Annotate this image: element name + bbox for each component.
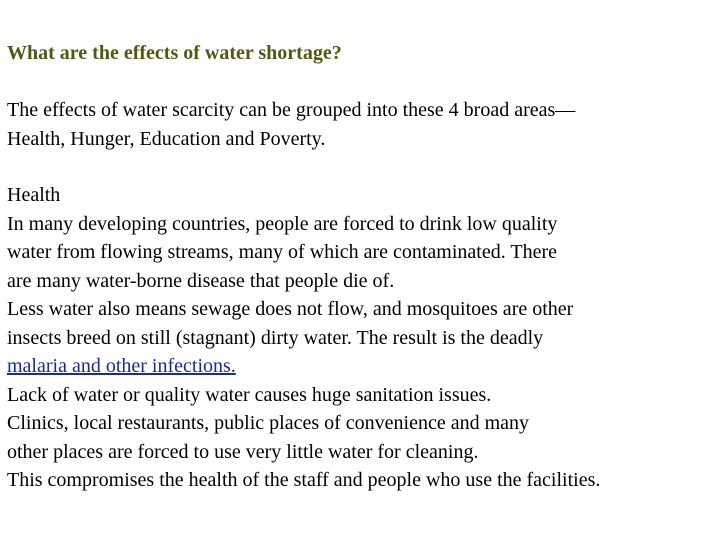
link-line — [7, 352, 719, 381]
body-line: water from flowing streams, many of which are contaminated. There — [7, 241, 557, 263]
body-line: Less water also means sewage does not flow, and mosquitoes are other — [7, 298, 574, 320]
body-line: This compromises the health of the staff and people who use the facilities. — [7, 469, 601, 491]
intro-line: Health, Hunger, Education and Poverty. — [7, 127, 326, 150]
body-line: insects breed on still (stagnant) dirty water. The result is the deadly — [7, 326, 544, 349]
document-page — [7, 40, 719, 495]
body-line: other places are forced to use very little water for cleaning. — [7, 440, 479, 463]
body-line: In many developing countries, people are forced to drink low quality — [7, 212, 558, 235]
body-line: are many water-borne disease that people die of. — [7, 269, 395, 292]
body-line: Lack of water or quality water causes huge sanitation issues. — [7, 383, 492, 406]
intro-line: The effects of water scarcity can be grouped into these 4 broad areas— — [7, 99, 576, 121]
intro-paragraph — [7, 96, 719, 153]
page-title: What are the effects of water shortage? — [7, 42, 342, 64]
health-section — [7, 181, 719, 495]
body-line: Clinics, local restaurants, public places of convenience and many — [7, 412, 530, 434]
section-heading: Health — [7, 184, 61, 206]
malaria-infections-link[interactable]: malaria and other infections. — [7, 355, 236, 377]
